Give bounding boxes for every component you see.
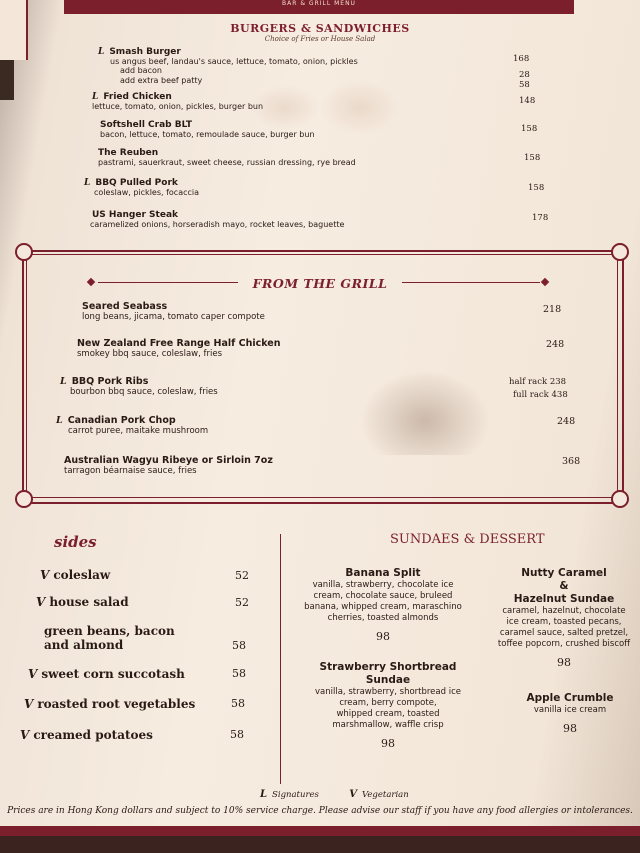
column-divider bbox=[280, 534, 281, 784]
item-name: Fried Chicken bbox=[103, 92, 172, 102]
item-desc: caramelized onions, horseradish mayo, rocket leaves, baguette bbox=[90, 220, 345, 229]
item-price: 98 bbox=[557, 656, 571, 669]
vegetarian-mark: V bbox=[24, 697, 34, 711]
burgers-note: Choice of Fries or House Salad bbox=[264, 35, 376, 43]
table-background bbox=[0, 836, 640, 853]
menu-item-fried-chicken bbox=[92, 92, 263, 112]
menu-item-bbq-pulled-pork bbox=[84, 178, 199, 198]
item-desc-line: cherries, toasted almonds bbox=[327, 613, 439, 623]
signature-mark: L bbox=[56, 415, 63, 426]
item-desc: pastrami, sauerkraut, sweet cheese, russian dressing, rye bread bbox=[98, 158, 356, 167]
vegetarian-mark: V bbox=[28, 667, 38, 681]
item-desc-line: banana, whipped cream, maraschino bbox=[304, 602, 462, 612]
side-item-creamed-potatoes bbox=[20, 728, 153, 742]
signature-legend-label: Signatures bbox=[272, 790, 319, 800]
grill-item-seabass bbox=[82, 301, 265, 322]
item-price: 98 bbox=[381, 737, 395, 750]
item-name: coleslaw bbox=[53, 568, 111, 582]
item-name-line: & bbox=[559, 580, 569, 592]
side-item-house-salad bbox=[36, 595, 129, 609]
item-desc: coleslaw, pickles, focaccia bbox=[94, 188, 200, 197]
item-desc: carrot puree, maitake mushroom bbox=[68, 426, 209, 436]
item-price-half: half rack 238 bbox=[509, 377, 567, 387]
item-desc-line: whipped cream, toasted bbox=[336, 709, 440, 719]
addon-desc: add extra beef patty bbox=[120, 76, 203, 85]
item-price: 98 bbox=[376, 630, 390, 643]
signature-mark: L bbox=[98, 47, 105, 57]
item-price: 248 bbox=[546, 339, 565, 350]
item-desc-line: vanilla, strawberry, chocolate ice bbox=[312, 580, 454, 590]
item-name-line2: and almond bbox=[44, 638, 124, 652]
item-price: 58 bbox=[230, 728, 244, 741]
item-desc-line: vanilla ice cream bbox=[533, 705, 607, 715]
signature-mark: L bbox=[92, 92, 99, 102]
item-name: roasted root vegetables bbox=[37, 697, 196, 711]
item-name: Softshell Crab BLT bbox=[100, 120, 192, 130]
frame-corner bbox=[611, 490, 629, 508]
item-desc: us angus beef, landau's sauce, lettuce, tomato, onion, pickles bbox=[110, 57, 358, 66]
item-price: 368 bbox=[562, 456, 581, 467]
item-desc: bourbon bbq sauce, coleslaw, fries bbox=[70, 387, 218, 397]
grill-item-half-chicken bbox=[77, 338, 281, 359]
side-item-green-beans bbox=[44, 624, 175, 652]
item-name-line: Sundae bbox=[365, 674, 411, 686]
item-desc-line: cream, berry compote, bbox=[339, 698, 437, 708]
item-price: 52 bbox=[235, 569, 249, 582]
frame-corner bbox=[15, 490, 33, 508]
dessert-nutty-caramel-hazelnut-sundae bbox=[493, 567, 635, 669]
item-price: 148 bbox=[519, 96, 536, 106]
item-price: 178 bbox=[532, 213, 549, 223]
item-desc: tarragon béarnaise sauce, fries bbox=[64, 466, 197, 476]
item-desc-line: cream, chocolate sauce, bruleed bbox=[313, 591, 453, 601]
item-name: Seared Seabass bbox=[82, 301, 168, 312]
legend bbox=[260, 789, 409, 800]
table-background bbox=[0, 60, 14, 100]
item-desc-line: caramel sauce, salted pretzel, bbox=[499, 628, 629, 638]
menu-item-softshell-crab bbox=[100, 120, 315, 140]
dessert-strawberry-shortbread-sundae bbox=[303, 661, 473, 750]
grill-item-pork-chop bbox=[56, 415, 208, 436]
vegetarian-mark: V bbox=[20, 728, 30, 742]
item-name: Australian Wagyu Ribeye or Sirloin 7oz bbox=[64, 455, 273, 466]
item-desc: lettuce, tomato, onion, pickles, burger bun bbox=[92, 102, 264, 111]
item-name: Nutty Caramel bbox=[521, 567, 607, 579]
item-name: The Reuben bbox=[98, 148, 159, 158]
item-desc: long beans, jicama, tomato caper compote bbox=[82, 312, 265, 322]
grill-item-bbq-pork-ribs bbox=[60, 376, 218, 397]
item-price: 158 bbox=[528, 183, 545, 193]
dessert-apple-crumble bbox=[505, 692, 635, 735]
footer-disclaimer: Prices are in Hong Kong dollars and subject to 10% service charge. Please advise our staff if you have any food allergies or intolerances. bbox=[7, 806, 633, 816]
side-item-coleslaw bbox=[40, 568, 110, 582]
desserts-title: SUNDAES & DESSERT bbox=[390, 532, 545, 547]
cloche-illustration bbox=[360, 370, 490, 455]
item-desc-line: toffee popcorn, crushed biscoff bbox=[497, 639, 631, 649]
vegetarian-legend-label: Vegetarian bbox=[362, 790, 409, 800]
item-price: 248 bbox=[557, 416, 576, 427]
item-name: Canadian Pork Chop bbox=[67, 415, 176, 426]
item-desc: smokey bbq sauce, coleslaw, fries bbox=[77, 349, 223, 359]
item-name: Strawberry Shortbread bbox=[319, 661, 457, 673]
dessert-banana-split bbox=[303, 567, 463, 643]
item-price: 158 bbox=[524, 153, 541, 163]
item-desc-line: caramel, hazelnut, chocolate bbox=[502, 606, 626, 616]
item-desc-line: marshmallow, waffle crisp bbox=[332, 720, 444, 730]
side-item-roasted-root-vegetables bbox=[24, 697, 195, 711]
grill-title: FROM THE GRILL bbox=[252, 276, 388, 291]
signature-legend-mark: L bbox=[260, 789, 268, 800]
item-name-line: Hazelnut Sundae bbox=[513, 593, 615, 605]
ornament-line bbox=[402, 282, 540, 283]
addon-desc: add bacon bbox=[120, 66, 162, 75]
burgers-title: BURGERS & SANDWICHES bbox=[230, 22, 410, 35]
menu-item-us-hanger-steak bbox=[92, 210, 344, 230]
vegetarian-mark: V bbox=[40, 568, 50, 582]
item-desc: bacon, lettuce, tomato, remoulade sauce, burger bun bbox=[100, 130, 315, 139]
item-desc-line: ice cream, toasted pecans, bbox=[506, 617, 622, 627]
signature-mark: L bbox=[60, 376, 67, 387]
sides-title: sides bbox=[54, 533, 97, 551]
item-price: 168 bbox=[513, 54, 530, 64]
item-price: 218 bbox=[543, 304, 562, 315]
item-name: creamed potatoes bbox=[33, 728, 153, 742]
grill-item-wagyu bbox=[64, 455, 273, 476]
item-name: BBQ Pork Ribs bbox=[71, 376, 149, 387]
item-name: Smash Burger bbox=[109, 47, 181, 57]
item-price: 98 bbox=[563, 722, 577, 735]
menu-title: BAR & GRILL MENU bbox=[282, 0, 356, 7]
menu-item-reuben bbox=[98, 148, 356, 168]
footer-bar bbox=[0, 826, 640, 836]
item-name: green beans, bacon bbox=[44, 624, 175, 638]
vegetarian-mark: V bbox=[36, 595, 46, 609]
vegetarian-legend-mark: V bbox=[349, 789, 358, 800]
item-desc-line: vanilla, strawberry, shortbread ice bbox=[315, 687, 461, 697]
addon-price: 58 bbox=[519, 80, 530, 90]
item-price: 158 bbox=[521, 124, 538, 134]
side-item-sweet-corn-succotash bbox=[28, 667, 185, 681]
sandwich-illustration-2 bbox=[320, 80, 400, 135]
item-price: 58 bbox=[232, 667, 246, 680]
item-name: Banana Split bbox=[345, 567, 421, 579]
addon-price: 28 bbox=[519, 70, 530, 80]
menu-item-smash-burger bbox=[98, 47, 358, 67]
item-price: 58 bbox=[232, 639, 246, 652]
signature-mark: L bbox=[84, 178, 91, 188]
item-name: US Hanger Steak bbox=[92, 210, 179, 220]
item-name: Apple Crumble bbox=[526, 692, 614, 704]
header-bar bbox=[64, 0, 574, 14]
item-price-full: full rack 438 bbox=[513, 390, 568, 400]
item-name: sweet corn succotash bbox=[41, 667, 185, 681]
item-name: BBQ Pulled Pork bbox=[95, 178, 178, 188]
item-name: New Zealand Free Range Half Chicken bbox=[77, 338, 281, 349]
item-price: 58 bbox=[231, 697, 245, 710]
frame-corner bbox=[15, 243, 33, 261]
item-price: 52 bbox=[235, 596, 249, 609]
frame-corner bbox=[611, 243, 629, 261]
item-name: house salad bbox=[49, 595, 129, 609]
